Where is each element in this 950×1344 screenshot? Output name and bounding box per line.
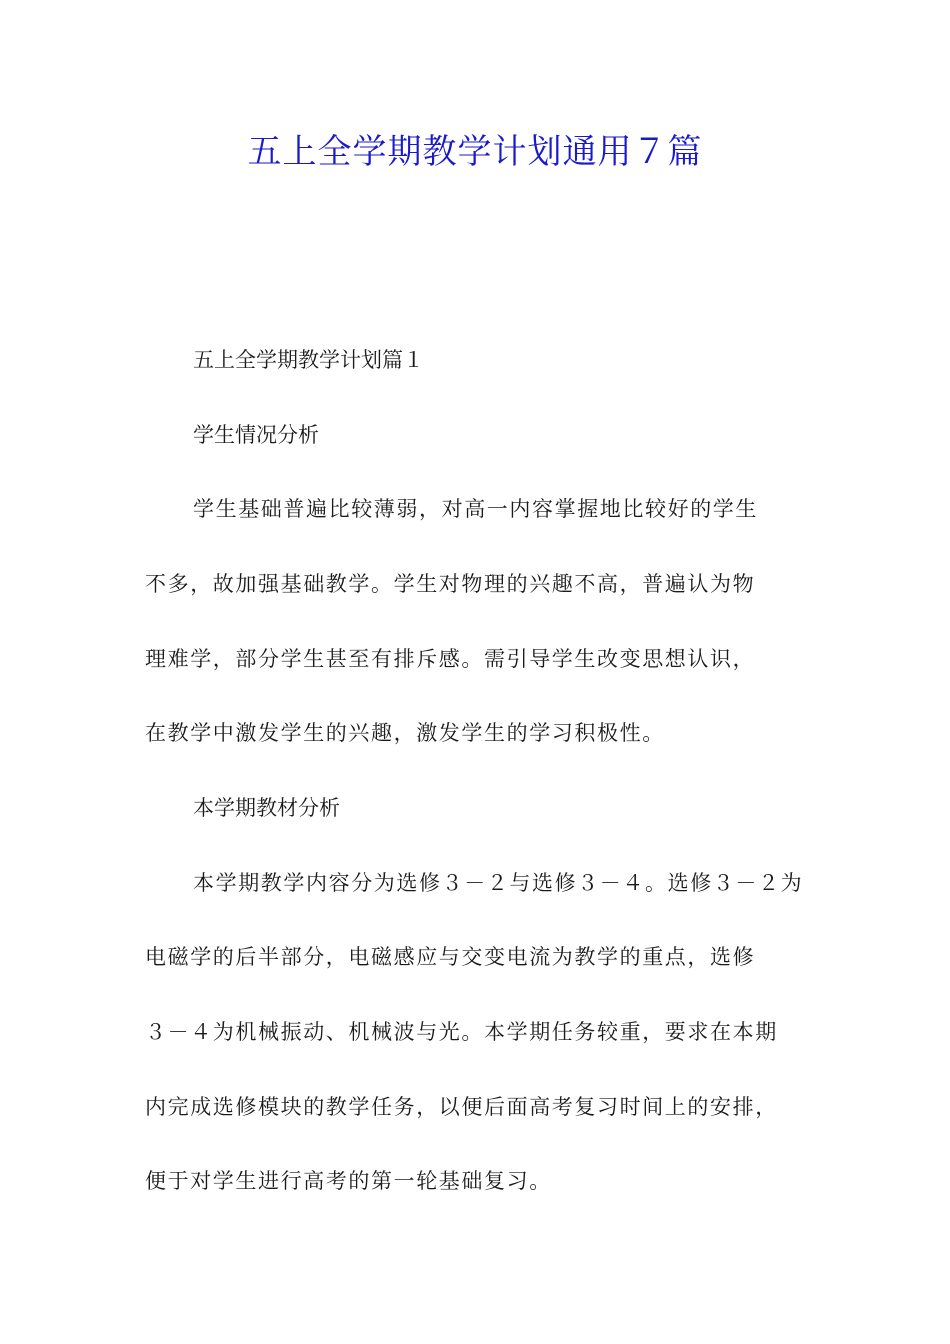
paragraph-line: 便于对学生进行高考的第一轮基础复习。 [145, 1169, 552, 1193]
paragraph-line: 本学期教学内容分为选修３－２与选修３－４。选修３－２为 [193, 871, 804, 895]
paragraph-line: 内完成选修模块的教学任务，以便后面高考复习时间上的安排， [145, 1095, 778, 1119]
paragraph-line: 学生基础普遍比较薄弱，对高一内容掌握地比较好的学生 [193, 497, 758, 521]
paragraph-line: 不多，故加强基础教学。学生对物理的兴趣不高，普遍认为物 [145, 572, 756, 596]
paragraph-line: 理难学，部分学生甚至有排斥感。需引导学生改变思想认识， [145, 647, 756, 671]
section-heading: 五上全学期教学计划篇１ [193, 348, 424, 372]
subsection-heading-student-analysis: 学生情况分析 [193, 423, 319, 447]
document-title: 五上全学期教学计划通用７篇 [247, 132, 703, 172]
paragraph-line: ３－４为机械振动、机械波与光。本学期任务较重，要求在本期 [145, 1020, 778, 1044]
paragraph-line: 电磁学的后半部分，电磁感应与交变电流为教学的重点，选修 [145, 945, 756, 969]
subsection-heading-textbook-analysis: 本学期教材分析 [193, 796, 340, 820]
paragraph-line: 在教学中激发学生的兴趣，激发学生的学习积极性。 [145, 721, 665, 745]
